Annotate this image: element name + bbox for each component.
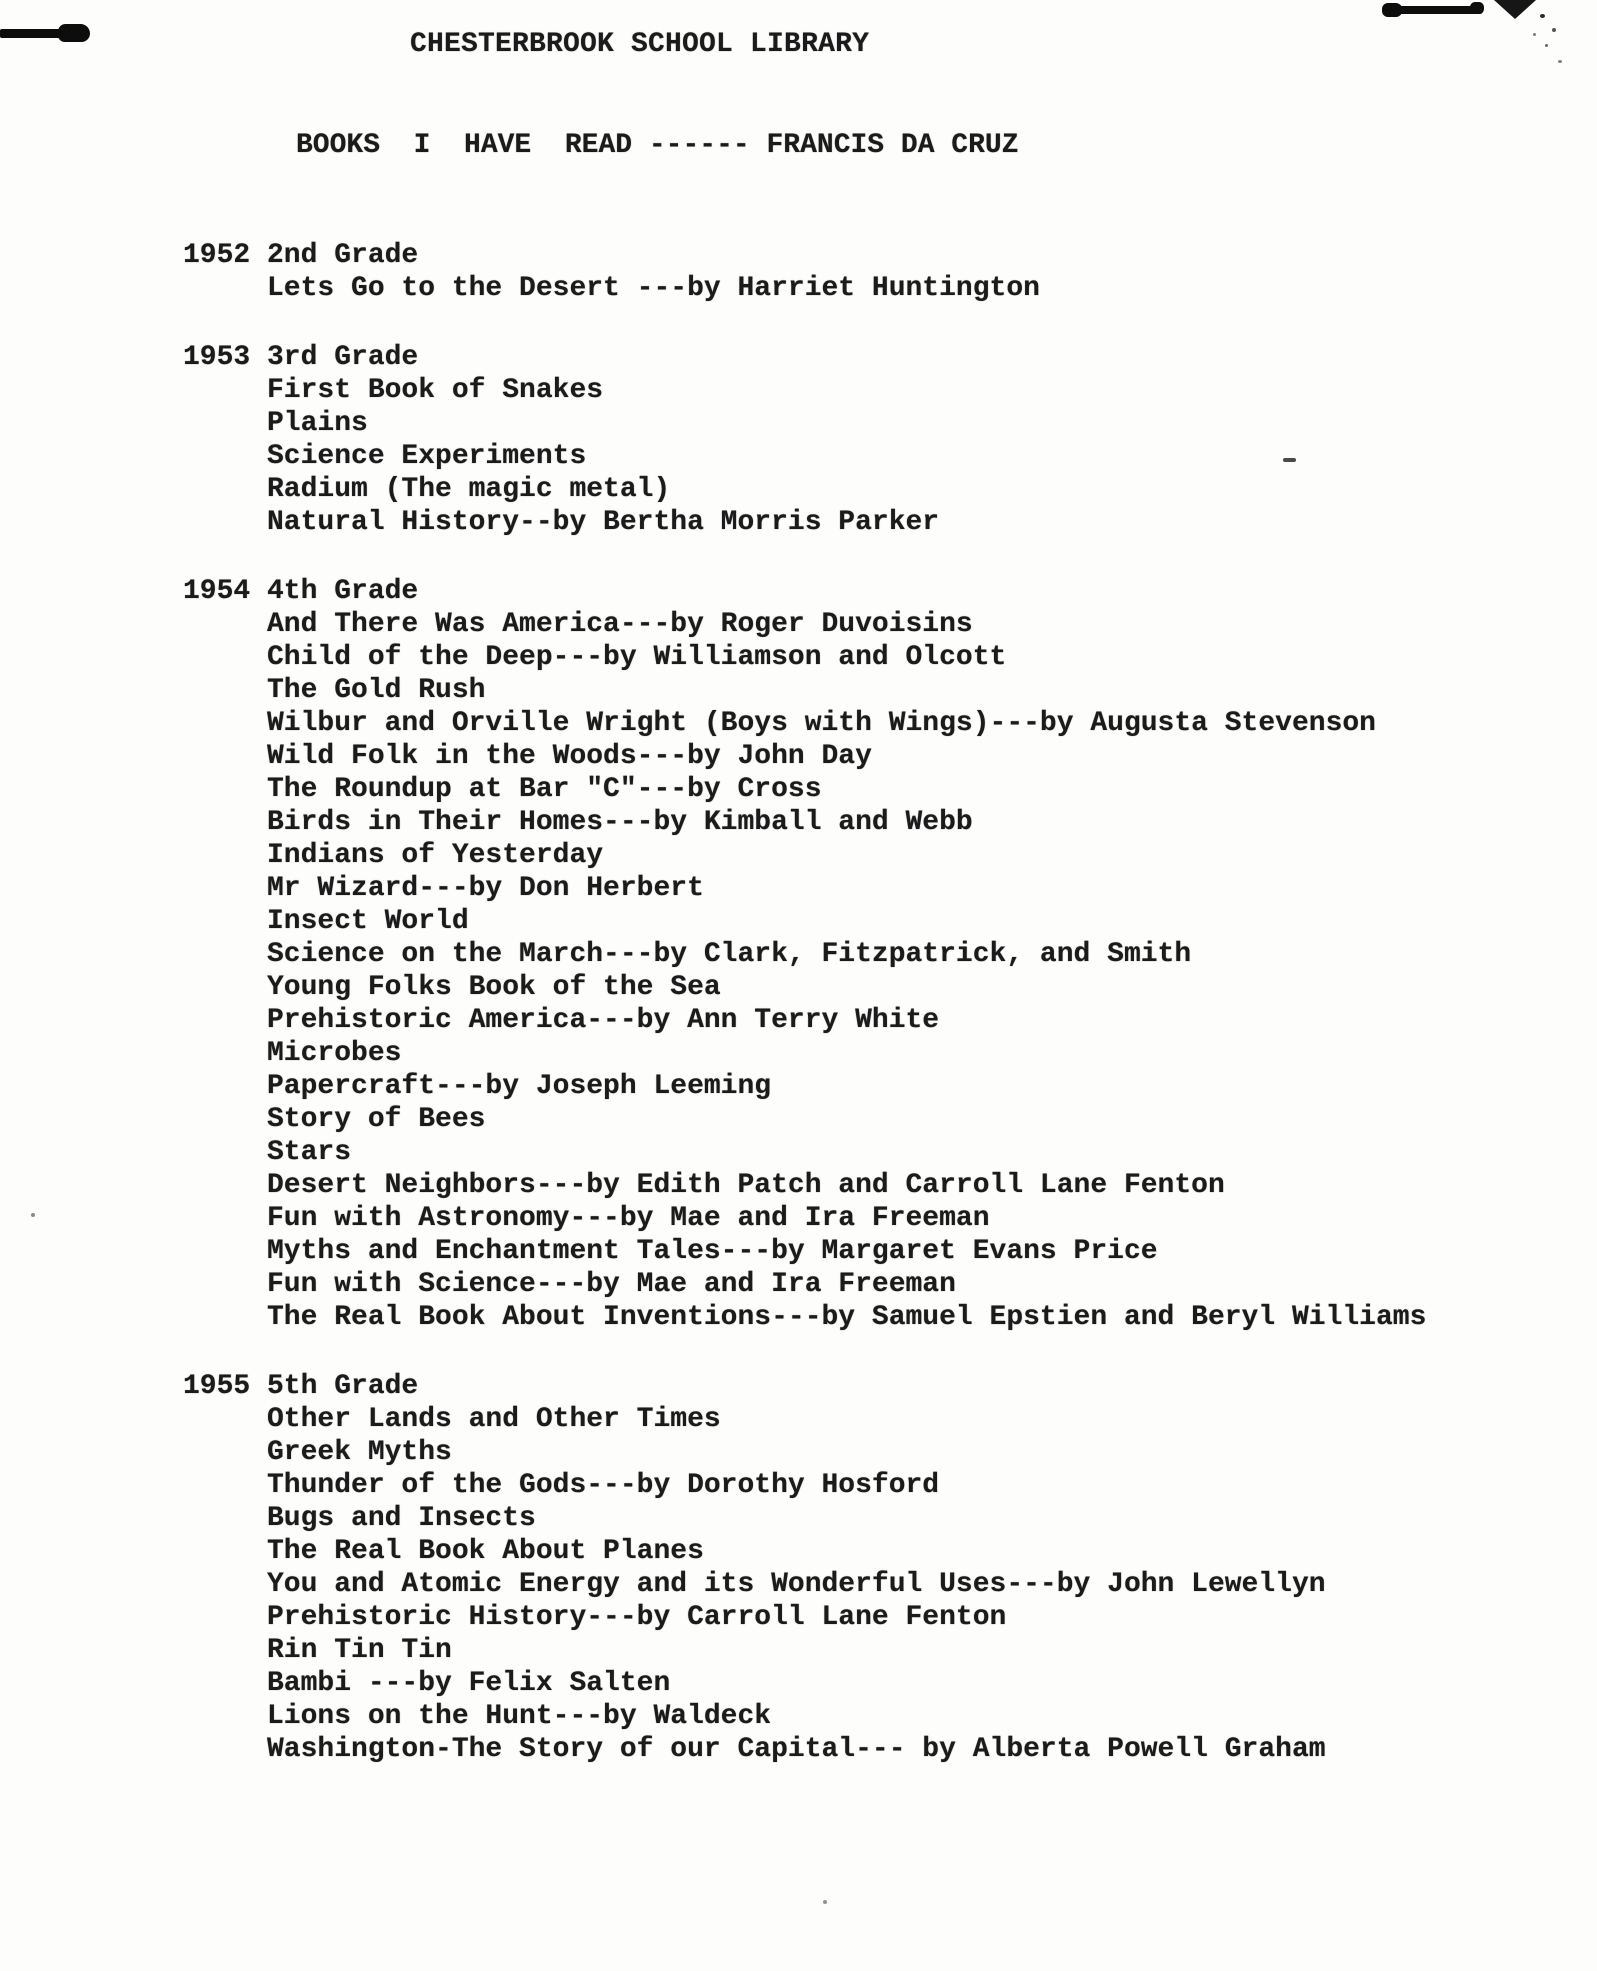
book-entry: Washington-The Story of our Capital--- by Alberta Powell Graham <box>267 1734 1326 1765</box>
book-entry: Lets Go to the Desert ---by Harriet Huntington <box>267 273 1040 304</box>
year-label: 1955 <box>183 1371 251 1402</box>
grade-label: 4th Grade <box>267 576 419 607</box>
book-entry: Rin Tin Tin <box>267 1635 452 1666</box>
book-entry: Young Folks Book of the Sea <box>267 972 721 1003</box>
section-header <box>183 1370 1597 1403</box>
book-entry: First Book of Snakes <box>267 375 604 406</box>
scan-artifact-corner-scribble <box>1494 0 1536 19</box>
book-entry: Myths and Enchantment Tales---by Margaret Evans Price <box>267 1236 1158 1267</box>
book-entry: The Real Book About Inventions---by Samuel Epstien and Beryl Williams <box>267 1302 1427 1333</box>
book-entry: Science Experiments <box>267 441 587 472</box>
book-entry: Indians of Yesterday <box>267 840 604 871</box>
section-header <box>183 575 1597 608</box>
book-entry: Natural History--by Bertha Morris Parker <box>267 507 940 538</box>
book-entry: Fun with Astronomy---by Mae and Ira Freeman <box>267 1203 990 1234</box>
book-entry: Insect World <box>267 906 469 937</box>
book-entry: Mr Wizard---by Don Herbert <box>267 873 704 904</box>
scan-speck <box>1545 44 1548 47</box>
scan-speck <box>1540 14 1545 18</box>
book-entry: Thunder of the Gods---by Dorothy Hosford <box>267 1470 940 1501</box>
grade-label: 2nd Grade <box>267 240 419 271</box>
book-entry: Greek Myths <box>267 1437 452 1468</box>
book-entry: And There Was America---by Roger Duvoisins <box>267 609 973 640</box>
book-entry: The Gold Rush <box>267 675 486 706</box>
book-entry: Prehistoric History---by Carroll Lane Fenton <box>267 1602 1007 1633</box>
book-entry: You and Atomic Energy and its Wonderful Uses---by John Lewellyn <box>267 1569 1326 1600</box>
book-entry: Wilbur and Orville Wright (Boys with Wings)---by Augusta Stevenson <box>267 708 1376 739</box>
scan-speck <box>823 1900 827 1904</box>
reading-list <box>183 239 1597 1766</box>
grade-label: 5th Grade <box>267 1371 419 1402</box>
book-entry: Science on the March---by Clark, Fitzpatrick, and Smith <box>267 939 1192 970</box>
book-entry: Stars <box>267 1137 352 1168</box>
book-entry: Story of Bees <box>267 1104 486 1135</box>
book-entry: The Roundup at Bar "C"---by Cross <box>267 774 822 805</box>
year-section-1955 <box>183 1370 1597 1766</box>
year-section-1953 <box>183 341 1597 539</box>
book-entry: Prehistoric America---by Ann Terry White <box>267 1005 940 1036</box>
book-entry: Bambi ---by Felix Salten <box>267 1668 671 1699</box>
book-entry: Microbes <box>267 1038 402 1069</box>
book-entry: Radium (The magic metal) <box>267 474 671 505</box>
year-label: 1952 <box>183 240 251 271</box>
scan-speck <box>1558 60 1562 63</box>
year-section-1954 <box>183 575 1597 1334</box>
scan-speck <box>1533 33 1536 36</box>
book-entry: Other Lands and Other Times <box>267 1404 721 1435</box>
grade-label: 3rd Grade <box>267 342 419 373</box>
book-entry: Papercraft---by Joseph Leeming <box>267 1071 772 1102</box>
page-title: CHESTERBROOK SCHOOL LIBRARY <box>410 29 870 60</box>
book-entry: Birds in Their Homes---by Kimball and Webb <box>267 807 973 838</box>
scan-artifact-top-left-blob <box>58 24 90 42</box>
scan-speck <box>31 1213 35 1217</box>
book-entry: Plains <box>267 408 368 439</box>
section-header <box>183 239 1597 272</box>
scan-artifact-stray-dash <box>1283 458 1296 462</box>
book-entry: Wild Folk in the Woods---by John Day <box>267 741 872 772</box>
page-subtitle: BOOKS I HAVE READ ------ FRANCIS DA CRUZ <box>296 130 1019 161</box>
book-entry: Child of the Deep---by Williamson and Olcott <box>267 642 1007 673</box>
year-section-1952 <box>183 239 1597 305</box>
book-entry: The Real Book About Planes <box>267 1536 704 1567</box>
book-entry: Lions on the Hunt---by Waldeck <box>267 1701 772 1732</box>
book-entry: Fun with Science---by Mae and Ira Freeman <box>267 1269 956 1300</box>
book-entry: Bugs and Insects <box>267 1503 536 1534</box>
book-entry: Desert Neighbors---by Edith Patch and Carroll Lane Fenton <box>267 1170 1225 1201</box>
scan-speck <box>1552 28 1556 32</box>
scan-artifact-top-right-blob <box>1382 3 1402 17</box>
scan-artifact-top-right-nub <box>1470 2 1484 14</box>
year-label: 1953 <box>183 342 251 373</box>
section-header <box>183 341 1597 374</box>
year-label: 1954 <box>183 576 251 607</box>
